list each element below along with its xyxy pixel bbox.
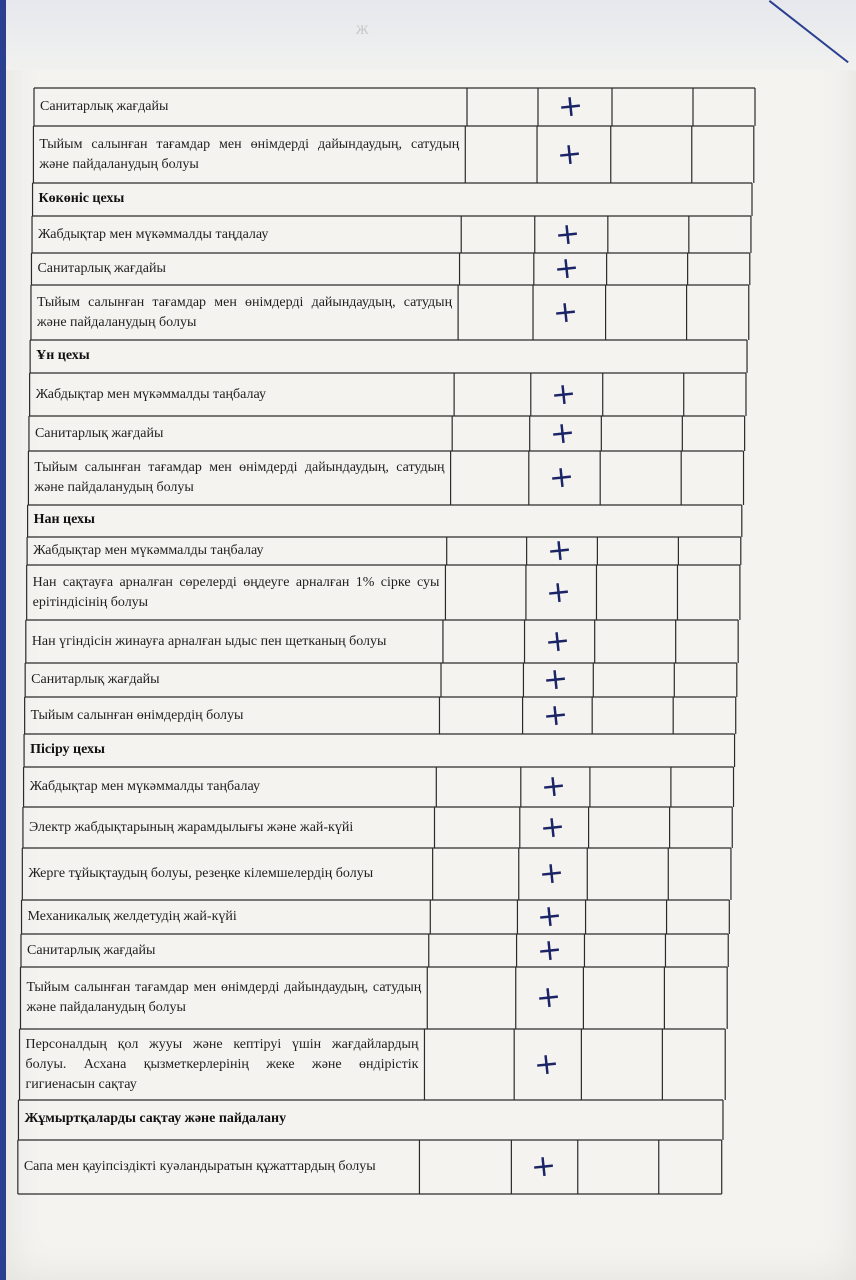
section-heading: Ұн цехы [36, 347, 90, 363]
check-mark: + [544, 531, 574, 570]
check-mark: + [532, 1045, 562, 1083]
check-mark: + [536, 854, 566, 893]
check-mark: + [551, 293, 580, 331]
criterion-text: Сапа мен қауіпсіздікті куәландыратын құжаттардың болуы [23, 1159, 376, 1174]
criterion-text: Санитарлық жағдайы [26, 942, 156, 958]
check-mark: + [546, 458, 576, 497]
check-mark: + [538, 767, 568, 806]
check-mark: + [541, 660, 571, 699]
check-mark: + [556, 87, 585, 126]
criterion-text: Тыйым салынған тағамдар мен өнімдерді дайындаудың, сатудың және пайдаланудың болуы [39, 136, 460, 172]
check-mark: + [542, 622, 572, 660]
check-mark: + [555, 135, 584, 173]
criterion-text: Санитарлық жағдайы [37, 261, 166, 276]
criterion-text: Электр жабдықтарының жарамдылығы және жай-күйі [28, 819, 354, 835]
check-mark: + [535, 897, 565, 936]
page-header-mark: ж [356, 18, 372, 38]
criterion-text: Санитарлық жағдайы [34, 425, 164, 441]
section-heading: Пісіру цехы [30, 741, 105, 757]
check-mark: + [544, 573, 573, 611]
section-heading: Көкөніс цехы [38, 190, 125, 206]
criterion-text: Нан үгіндісін жинауға арналған ыдыс пен щетканың болуы [31, 633, 387, 649]
check-mark: + [540, 696, 570, 734]
criterion-text: Жабдықтар мен мүкәммалды таңдалау [38, 226, 269, 242]
criterion-text: Санитарлық жағдайы [31, 672, 160, 687]
criterion-text: Тыйым салынған өнімдердің болуы [30, 707, 244, 723]
criterion-text: Механикалық желдетудің жай-күйі [27, 909, 237, 924]
section-heading: Нан цехы [33, 512, 95, 527]
check-mark: + [537, 808, 567, 846]
criterion-text: Жабдықтар мен мүкәммалды таңбалау [33, 543, 264, 558]
check-mark: + [529, 1147, 559, 1186]
check-mark: + [547, 414, 577, 452]
criterion-text: Тыйым салынған тағамдар мен өнімдерді дайындаудың, сатудың және пайдаланудың болуы [26, 980, 422, 1015]
check-mark: + [548, 375, 578, 413]
check-mark: + [533, 978, 563, 1017]
criterion-text: Жабдықтар мен мүкәммалды таңбалау [35, 386, 266, 402]
section-heading: Жұмыртқаларды сақтау және пайдалану [24, 1111, 287, 1126]
criterion-text: Жерге тұйықтаудың болуы, резеңке кілемшелердің болуы [28, 866, 374, 881]
criterion-text: Тыйым салынған тағамдар мен өнімдерді дайындаудың, сатудың және пайдаланудың болуы [34, 460, 445, 495]
criterion-text: Персоналдың қол жууы және кептіруі үшін жағдайлардың болуы. Асхана қызметкерлерінің жеке және өндірістік гигиенасын сақтау [25, 1036, 419, 1092]
criterion-text: Нан сақтауға арналған сөрелерді өңдеуге арналған 1% сірке суы ерітіндісінің болуы [32, 574, 440, 610]
check-mark: + [534, 931, 564, 969]
criterion-text: Санитарлық жағдайы [40, 99, 169, 114]
check-mark: + [551, 249, 581, 288]
check-mark: + [552, 215, 582, 253]
criterion-text: Тыйым салынған тағамдар мен өнімдерді дайындаудың, сатудың және пайдаланудың болуы [36, 294, 453, 330]
criterion-text: Жабдықтар мен мүкәммалды таңбалау [29, 779, 260, 794]
